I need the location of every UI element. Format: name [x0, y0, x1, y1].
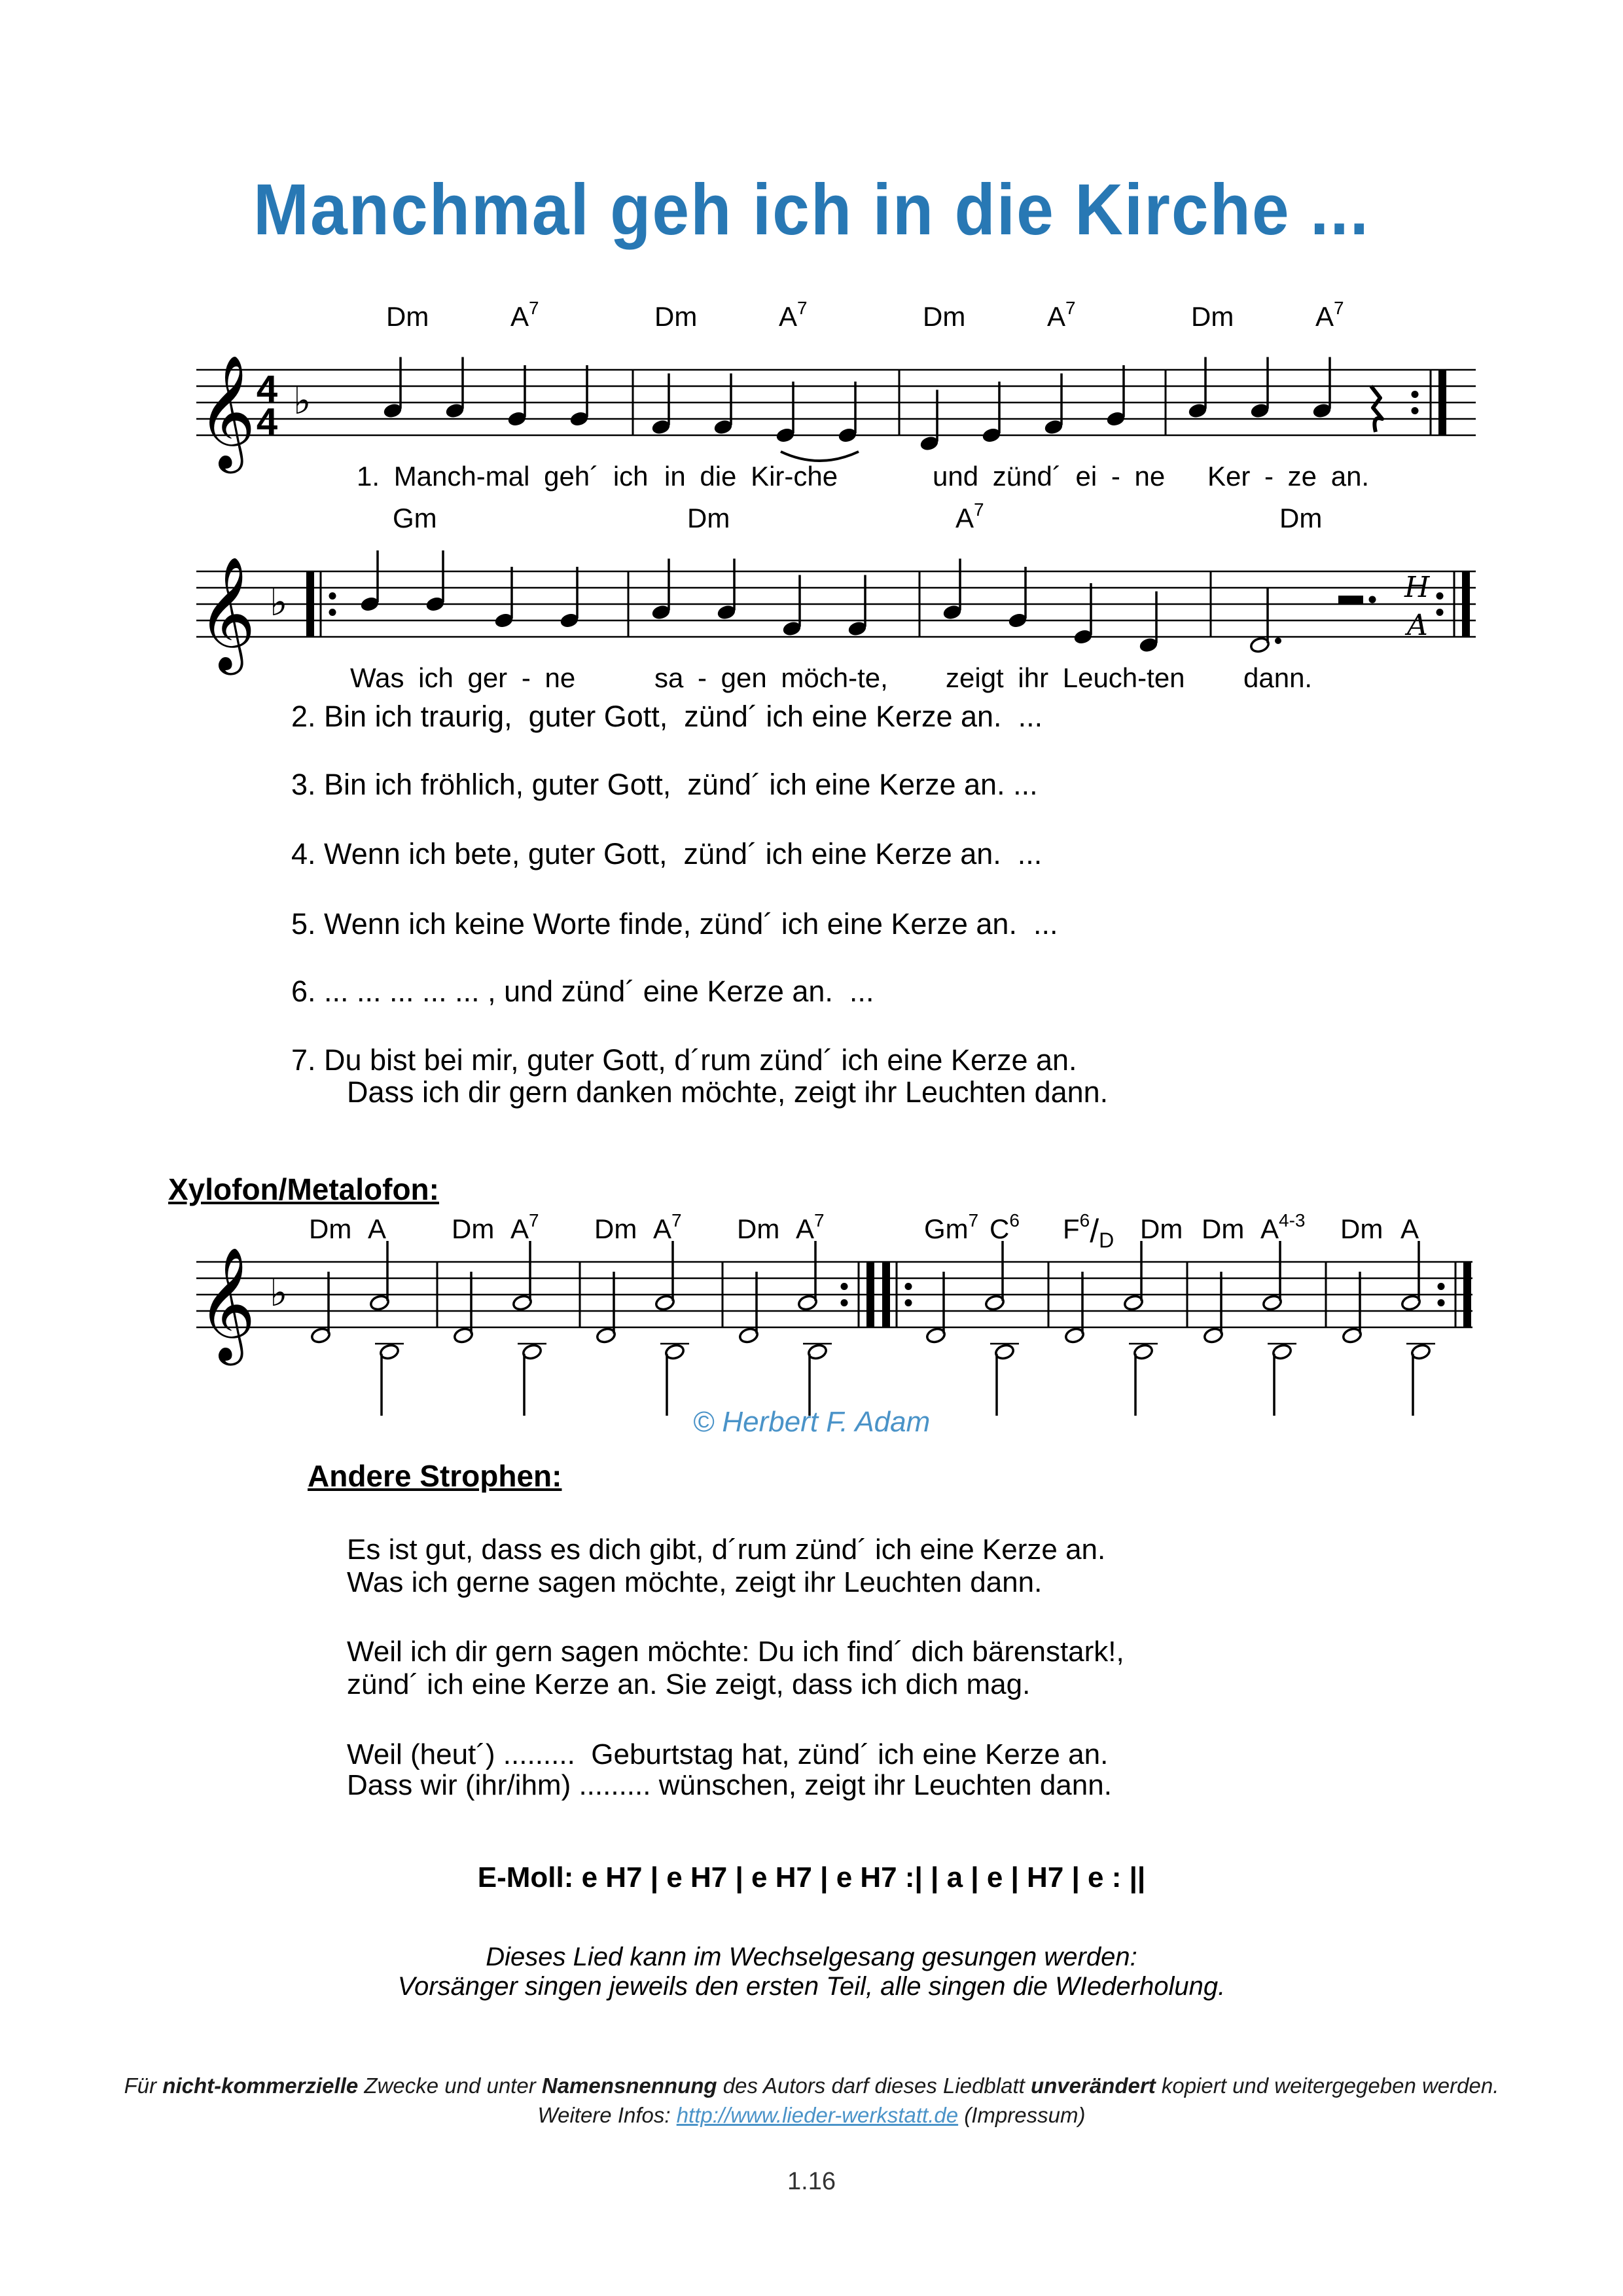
xylophone-heading: Xylofon/Metalofon:: [168, 1172, 439, 1206]
page-title: Manchmal geh ich in die Kirche ...: [253, 169, 1370, 250]
strophe-line: zünd´ ich eine Kerze an. Sie zeigt, dass ich dich mag.: [347, 1668, 1031, 1700]
license-bold: Namensnennung: [541, 2073, 717, 2098]
info-suffix: (Impressum): [958, 2103, 1086, 2127]
lyrics-line: und zünd´ ei - ne: [933, 461, 1166, 492]
chord-label: Gm: [393, 503, 437, 533]
chord-label: $A^7$: [510, 298, 539, 332]
chord-label: $A^7$: [653, 1210, 682, 1244]
staff-system-1: [196, 288, 1479, 497]
chord-label: Dm: [1191, 301, 1234, 332]
notation-graphics: [196, 357, 1476, 461]
verse-5: 5. Wenn ich keine Worte finde, zünd´ ich eine Kerze an. ...: [291, 907, 1058, 941]
chord-label: A: [1400, 1213, 1419, 1244]
repeat-letter-h: H: [1404, 571, 1430, 604]
chord-label: $A^7$: [955, 499, 984, 533]
lyrics-line: in die Kir-che: [664, 461, 838, 492]
chord-label: $A^7$: [510, 1210, 539, 1244]
strophe-line: Es ist gut, dass es dich gibt, d´rum zünd´ ich eine Kerze an.: [347, 1534, 1106, 1566]
chord-label: Dm: [452, 1213, 495, 1244]
chord-label: Dm: [1279, 503, 1323, 533]
lyrics-line: 1. Manch-mal geh´ ich: [357, 461, 649, 492]
chord-label: Dm: [1140, 1213, 1183, 1244]
verse-4: 4. Wenn ich bete, guter Gott, zünd´ ich eine Kerze an. ...: [291, 837, 1043, 870]
staff-system-3: [196, 1210, 1479, 1432]
staff2-lyrics: [350, 662, 1312, 693]
license-text: Zwecke und unter: [358, 2073, 542, 2098]
license-text: Für: [124, 2073, 163, 2098]
chord-label: Dm: [309, 1213, 352, 1244]
chord-label: $A^7$: [796, 1210, 825, 1244]
verse-2: 2. Bin ich traurig, guter Gott, zünd´ ich eine Kerze an. ...: [291, 700, 1043, 733]
info-line: [0, 2103, 1623, 2128]
chord-label: $A^7$: [779, 298, 808, 332]
notation-graphics: [196, 550, 1476, 654]
key-signature-flat-icon: ♭: [270, 1272, 288, 1314]
chord-label: $A^7$: [1047, 298, 1076, 332]
chord-label: Dm: [687, 503, 730, 533]
key-signature-flat-icon: ♭: [270, 581, 288, 624]
page-number: 1.16: [787, 2168, 836, 2195]
lyrics-line: Ker - ze an.: [1207, 461, 1370, 492]
andere-strophen-heading: Andere Strophen:: [308, 1459, 562, 1493]
strophe-line: Dass wir (ihr/ihm) ......... wünschen, zeigt ihr Leuchten dann.: [347, 1769, 1112, 1801]
repeat-letter-a: A: [1407, 609, 1428, 642]
notation-graphics: [196, 1241, 1472, 1416]
chord-label: $F^6/D$: [1063, 1210, 1115, 1252]
staff1-chords: [386, 298, 1344, 332]
copyright-line: © Herbert F. Adam: [692, 1406, 931, 1438]
license-text: des Autors darf dieses Liedblatt: [717, 2073, 1031, 2098]
lyrics-line: zeigt ihr Leuch-ten: [946, 662, 1185, 693]
emoll-chord-line: E-Moll: e H7 | e H7 | e H7 | e H7 :| | a | e | H7 | e : ||: [477, 1861, 1146, 1893]
chord-label: Dm: [923, 301, 966, 332]
time-signature-top: 4: [256, 368, 278, 410]
performance-note-line1: Dieses Lied kann im Wechselgesang gesungen werden:: [486, 1943, 1137, 1971]
chord-label: $C^6$: [990, 1210, 1020, 1244]
treble-clef-icon: 𝄞: [198, 356, 256, 466]
lyrics-line: dann.: [1243, 662, 1313, 693]
strophe-line: Weil (heut´) ......... Geburtstag hat, zünd´ ich eine Kerze an.: [347, 1738, 1109, 1770]
staff3-chords: [309, 1210, 1419, 1252]
staff-system-2: [196, 490, 1479, 699]
license-bold: nicht-kommerzielle: [162, 2073, 359, 2098]
license-bold: unverändert: [1030, 2073, 1156, 2098]
chord-label: Dm: [1202, 1213, 1245, 1244]
key-signature-flat-icon: ♭: [293, 380, 312, 422]
verse-6: 6. ... ... ... ... ... , und zünd´ eine Kerze an. ...: [291, 975, 874, 1008]
website-link[interactable]: http://www.lieder-werkstatt.de: [676, 2103, 959, 2127]
lyrics-line: Was ich ger - ne: [350, 662, 576, 693]
verse-7-line1: 7. Du bist bei mir, guter Gott, d´rum zünd´ ich eine Kerze an.: [291, 1043, 1077, 1077]
chord-label: $A^{4-3}$: [1260, 1210, 1306, 1244]
chord-label: Gm$^7$: [924, 1210, 979, 1244]
chord-label: Dm: [386, 301, 429, 332]
verse-3: 3. Bin ich fröhlich, guter Gott, zünd´ ich eine Kerze an. ...: [291, 768, 1038, 801]
info-prefix: Weitere Infos:: [537, 2103, 677, 2127]
chord-label: $A^7$: [1315, 298, 1344, 332]
chord-label: A: [368, 1213, 387, 1244]
chord-label: Dm: [654, 301, 698, 332]
license-text: kopiert und weitergegeben werden.: [1155, 2073, 1499, 2098]
chord-label: Dm: [737, 1213, 780, 1244]
lyrics-line: sa - gen möch-te,: [654, 662, 888, 693]
treble-clef-icon: 𝄞: [198, 558, 256, 668]
staff1-lyrics: [357, 461, 1369, 492]
verse-7-line2: Dass ich dir gern danken möchte, zeigt ihr Leuchten dann.: [347, 1075, 1109, 1109]
chord-label: Dm: [1340, 1213, 1383, 1244]
strophe-line: Weil ich dir gern sagen möchte: Du ich find´ dich bärenstark!,: [347, 1636, 1124, 1668]
license-note: [0, 2073, 1623, 2098]
time-signature-bottom: 4: [256, 401, 278, 443]
performance-note-line2: Vorsänger singen jeweils den ersten Teil, alle singen die WIederholung.: [397, 1972, 1226, 2001]
staff2-chords: [393, 499, 1322, 533]
strophe-line: Was ich gerne sagen möchte, zeigt ihr Leuchten dann.: [347, 1566, 1043, 1598]
treble-clef-icon: 𝄞: [198, 1248, 256, 1358]
chord-label: Dm: [594, 1213, 637, 1244]
